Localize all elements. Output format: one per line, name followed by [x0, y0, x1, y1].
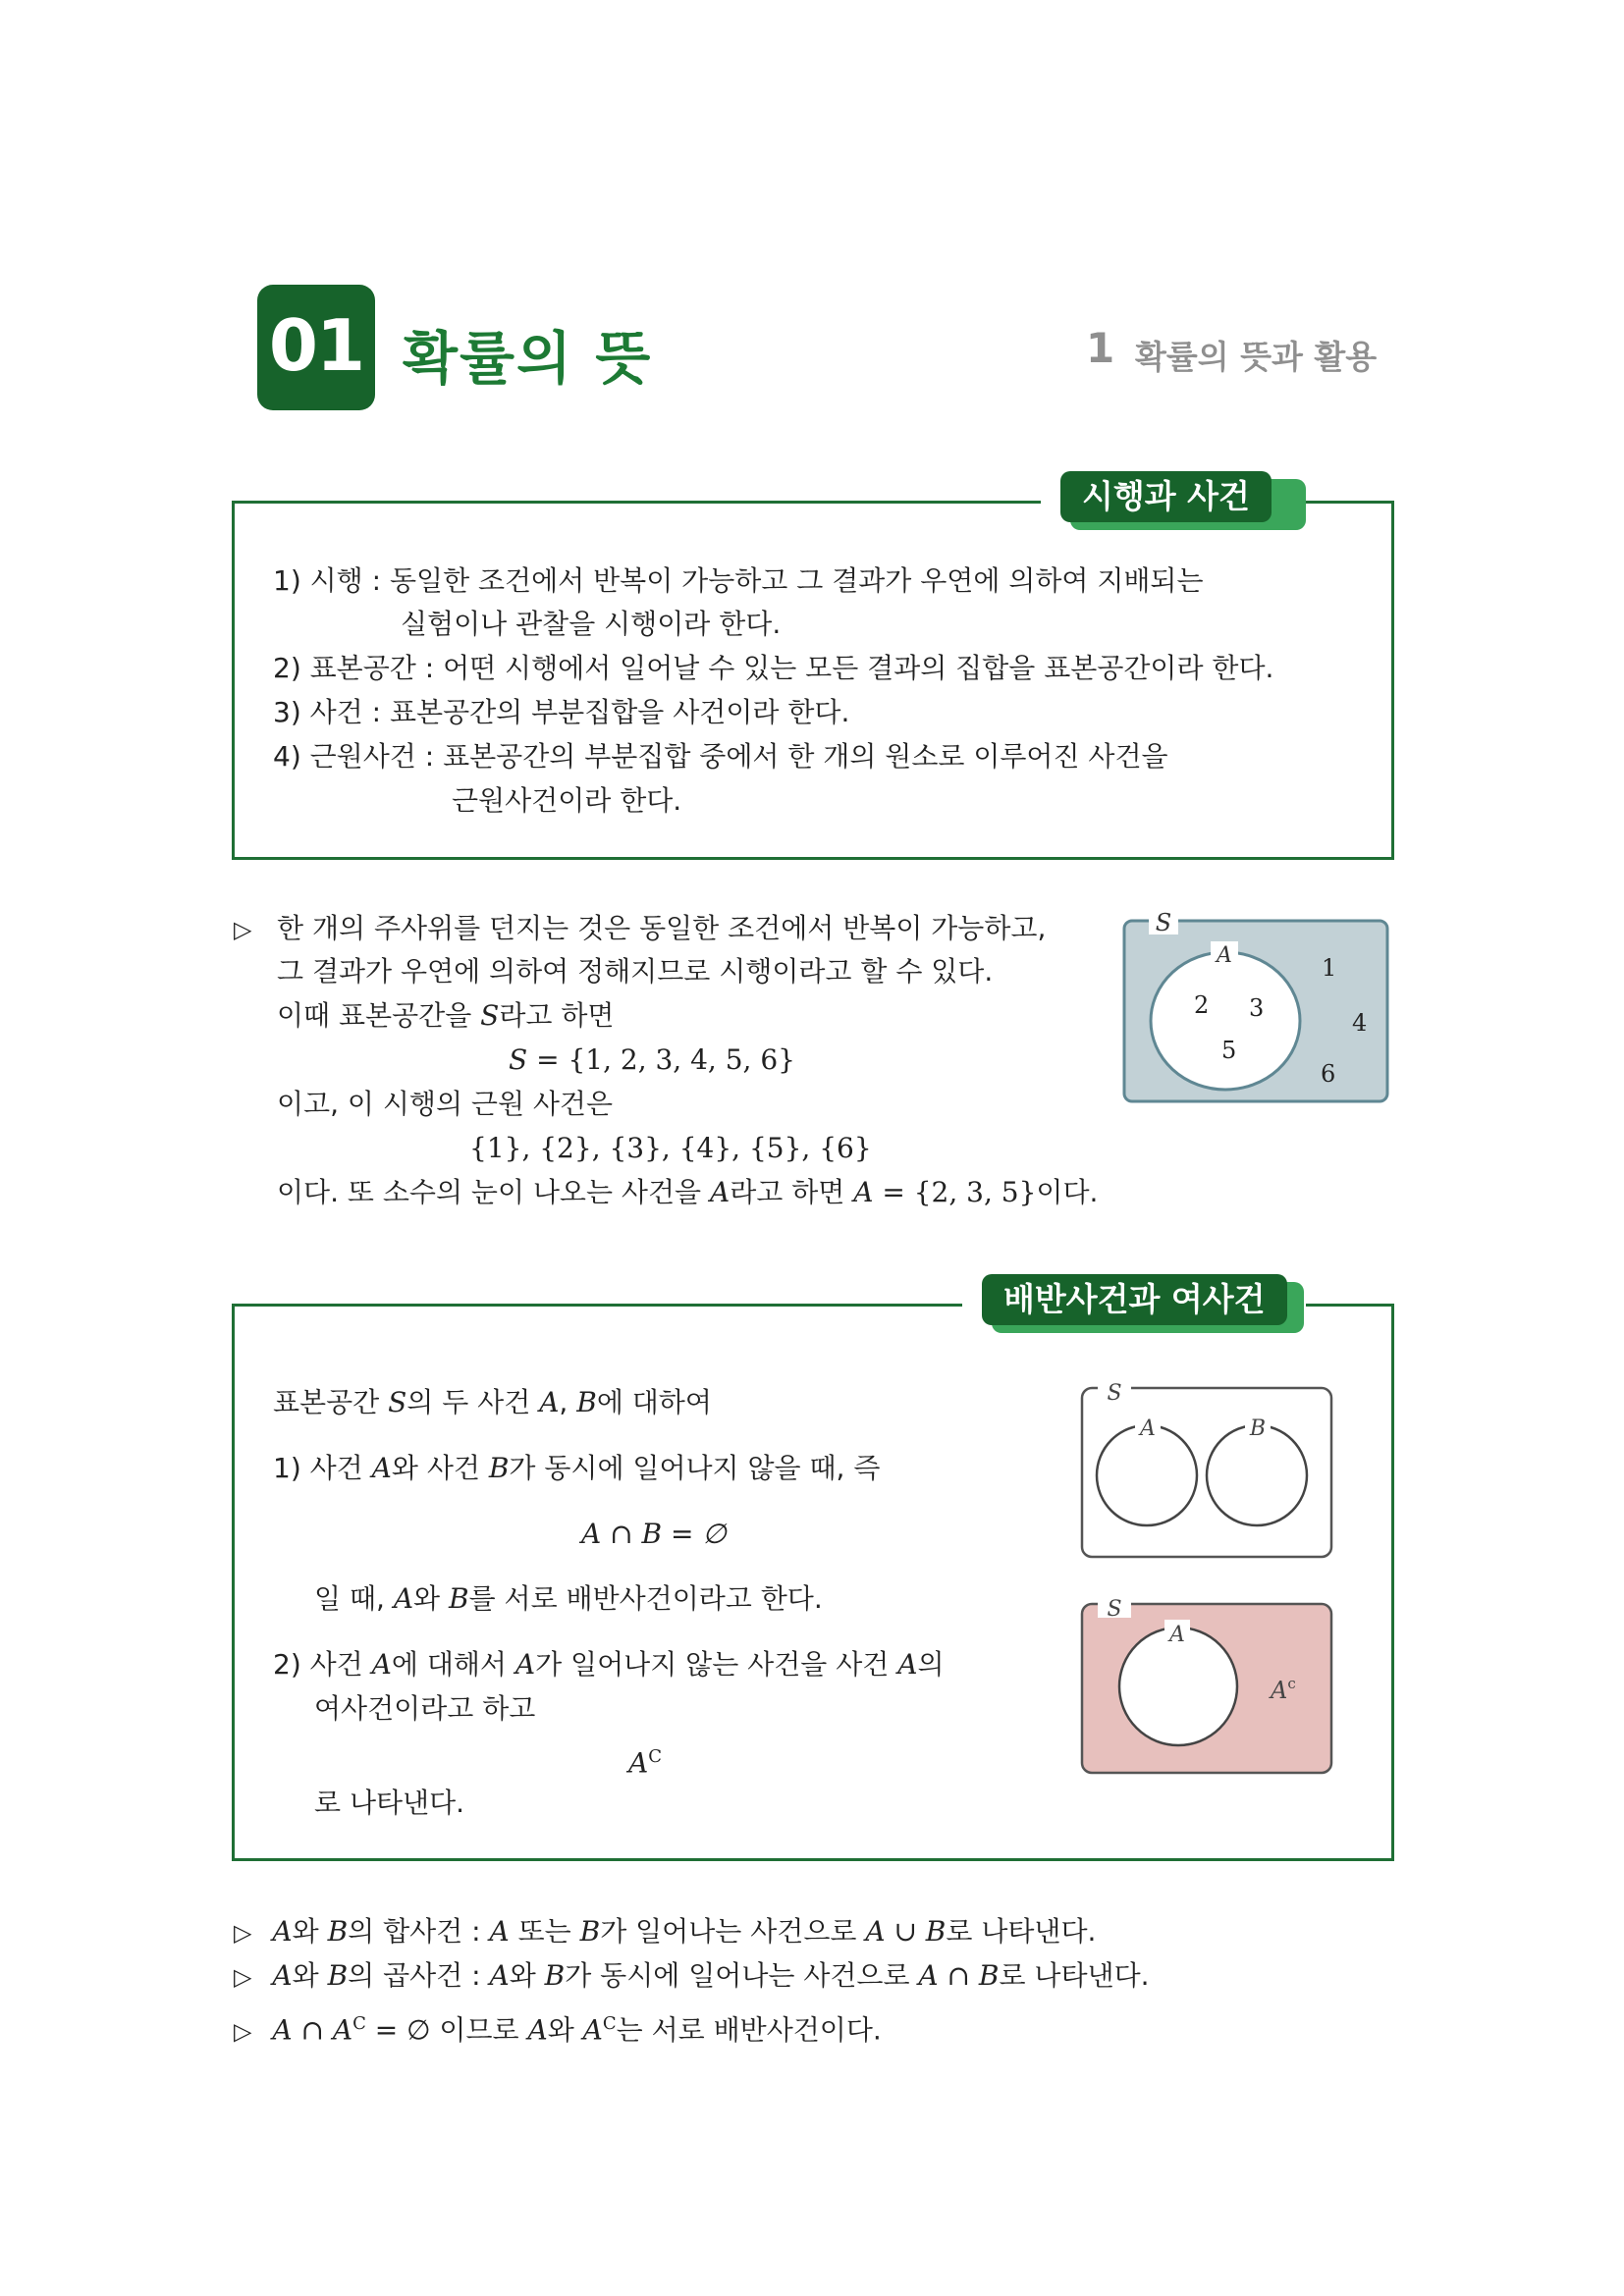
element-2: 2 [1194, 991, 1210, 1019]
example-line-3: 이때 표본공간을 S라고 하면 [277, 999, 615, 1032]
example-line-2: 그 결과가 우연에 의하여 정해지므로 시행이라고 할 수 있다. [277, 955, 994, 988]
box2-intro: 표본공간 S의 두 사건 A, B에 대하여 [273, 1386, 712, 1418]
note-intersection: ▷ A와 B의 곱사건 : A와 B가 동시에 일어나는 사건으로 A ∩ B로 나타낸다. [234, 1959, 1150, 1992]
section-number-badge [257, 285, 375, 410]
definition-item-3: 3) 사건 : 표본공간의 부분집합을 사건이라 한다. [273, 696, 850, 728]
sample-space-equation: S = {1, 2, 3, 4, 5, 6} [509, 1043, 795, 1076]
complement-label: $A^c$ [1271, 1675, 1296, 1704]
definition-item-2: 2) 표본공간 : 어떤 시행에서 일어날 수 있는 모든 결과의 집합을 표본공간이라 한다. [273, 652, 1274, 684]
definition-item-1-cont: 실험이나 관찰을 시행이라 한다. [401, 608, 782, 640]
complement-notation: $A^C$ [628, 1746, 663, 1780]
set-label-S: S [1107, 1381, 1122, 1406]
set-label-S: S [1107, 1597, 1122, 1622]
set-label-S: S [1155, 909, 1172, 936]
elementary-events-equation: {1}, {2}, {3}, {4}, {5}, {6} [469, 1132, 872, 1164]
event-A-circle [1151, 952, 1300, 1090]
intersection-empty-equation: A ∩ B = ∅ [581, 1518, 727, 1550]
element-1: 1 [1322, 954, 1337, 982]
note-complement-exclusive: ▷ A ∩ $A^C$ = ∅ 이므로 A와 $A^C$는 서로 배반사건이다. [234, 2013, 882, 2047]
set-label-A: A [1217, 943, 1232, 968]
venn-diagram-disjoint [1074, 1372, 1339, 1569]
section-number: 01 [268, 304, 364, 387]
example-line-5: 이고, 이 시행의 근원 사건은 [277, 1088, 614, 1120]
box2-item-2: 2) 사건 A에 대해서 A가 일어나지 않는 사건을 사건 A의 [273, 1648, 945, 1681]
example-line-7: 이다. 또 소수의 눈이 나오는 사건을 A라고 하면 A = {2, 3, 5}이다. [277, 1176, 1099, 1208]
box2-item-2-cont: 여사건이라고 하고 [314, 1692, 536, 1725]
box2-item-1-cont: 일 때, A와 B를 서로 배반사건이라고 한다. [314, 1582, 823, 1615]
box2-item-2-end: 로 나타낸다. [314, 1787, 465, 1819]
element-4: 4 [1352, 1009, 1368, 1037]
chapter-title: 확률의 뜻과 활용 [1135, 338, 1378, 376]
set-label-A: A [1169, 1623, 1185, 1647]
page-title: 확률의 뜻 [403, 325, 653, 392]
note-union: ▷ A와 B의 합사건 : A 또는 B가 일어나는 사건으로 A ∪ B로 나타낸다. [234, 1915, 1097, 1948]
element-5: 5 [1221, 1037, 1237, 1064]
set-label-B: B [1249, 1416, 1267, 1441]
venn-diagram-complement [1074, 1588, 1339, 1785]
example-marker: ▷ [234, 916, 252, 943]
box-tag-trial-event: 시행과 사건 [1060, 471, 1272, 522]
chapter-number: 1 [1086, 324, 1115, 372]
example-line-1: 한 개의 주사위를 던지는 것은 동일한 조건에서 반복이 가능하고, [277, 912, 1047, 944]
venn-diagram-dice [1115, 901, 1400, 1117]
box-tag-exclusive-complement: 배반사건과 여사건 [982, 1274, 1287, 1325]
definition-item-4-cont: 근원사건이라 한다. [452, 784, 682, 817]
definition-item-1: 1) 시행 : 동일한 조건에서 반복이 가능하고 그 결과가 우연에 의하여 지배되는 [273, 564, 1204, 597]
box2-item-1: 1) 사건 A와 사건 B가 동시에 일어나지 않을 때, 즉 [273, 1452, 881, 1484]
element-3: 3 [1249, 994, 1265, 1022]
set-label-A: A [1140, 1416, 1156, 1441]
definition-item-4: 4) 근원사건 : 표본공간의 부분집합 중에서 한 개의 원소로 이루어진 사건을 [273, 740, 1168, 773]
element-6: 6 [1321, 1060, 1336, 1088]
